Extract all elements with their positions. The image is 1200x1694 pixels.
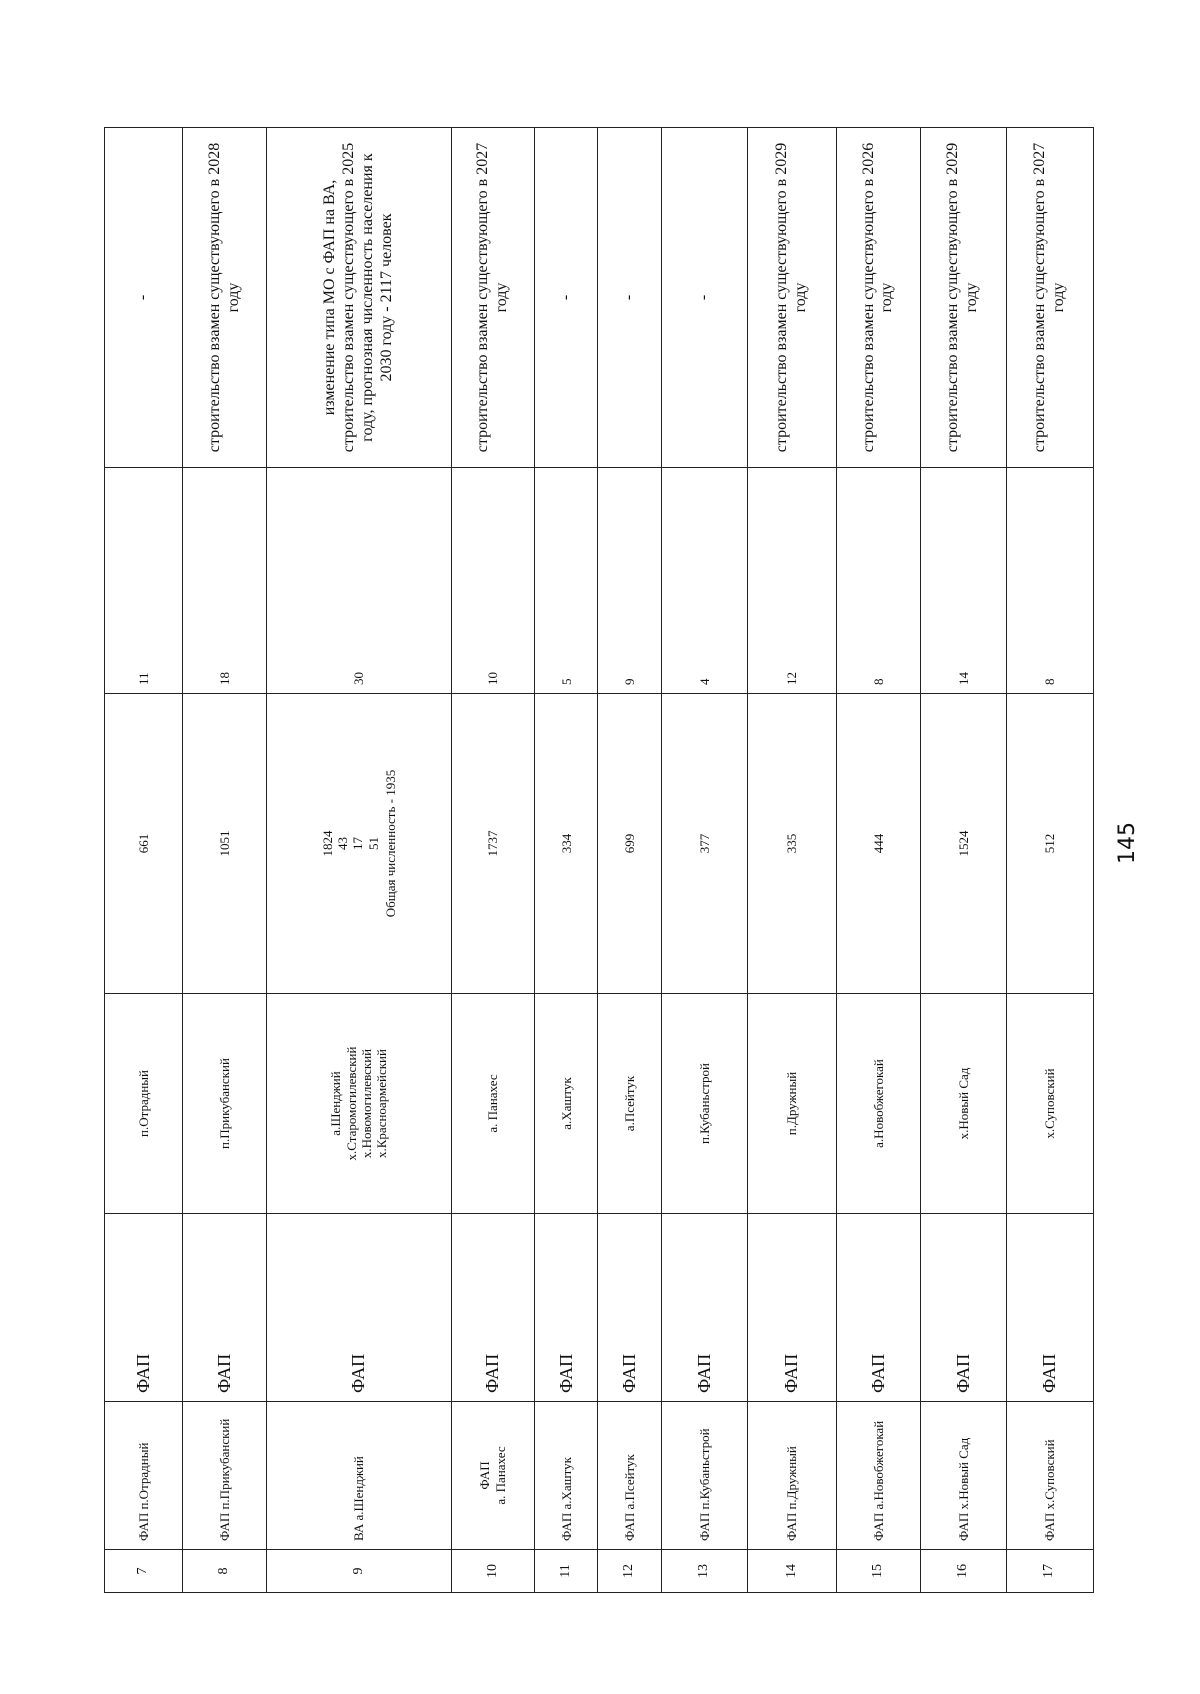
note-cell: строительство взамен существующего в 2028 году xyxy=(183,128,267,468)
population-list xyxy=(622,702,637,985)
row-number-cell: 17 xyxy=(1006,1550,1094,1593)
population-value: 512 xyxy=(1042,833,1058,854)
facility-type-cell: ФАП xyxy=(598,1214,662,1402)
settlements-list xyxy=(784,1002,799,1205)
population-value: 1524 xyxy=(955,830,971,857)
population-list xyxy=(320,702,399,985)
settlements-list xyxy=(136,1002,151,1205)
note-cell: строительство взамен существующего в 2026 году xyxy=(836,128,920,468)
table-row xyxy=(267,128,451,1593)
facility-name-cell: ФАП п.Дружный xyxy=(748,1402,836,1550)
settlements-list xyxy=(559,1002,574,1205)
population-value: 334 xyxy=(558,833,574,854)
settlement-name: х.Суповский xyxy=(1042,1068,1058,1139)
table-row xyxy=(105,128,183,1593)
settlement-name: п.Прикубанский xyxy=(217,1058,233,1149)
settlements-cell xyxy=(921,994,1006,1214)
population-value: 17 xyxy=(350,837,366,850)
note-cell: строительство взамен существующего в 2027 году xyxy=(1006,128,1094,468)
facility-name-cell: ВА а.Шенджий xyxy=(267,1402,451,1550)
settlements-cell xyxy=(661,994,747,1214)
population-list xyxy=(217,702,232,985)
staff-count-cell: 5 xyxy=(534,468,598,694)
settlement-name: а.Шенджий xyxy=(328,1071,344,1136)
table-row xyxy=(451,128,534,1593)
table-row xyxy=(598,128,662,1593)
settlement-name: п.Дружный xyxy=(784,1071,800,1136)
facility-name-cell: ФАП а.Псейтук xyxy=(598,1402,662,1550)
table-row xyxy=(836,128,920,1593)
population-value: 444 xyxy=(870,833,886,854)
facility-type-cell: ФАП xyxy=(267,1214,451,1402)
facility-name-cell: ФАП х.Суповский xyxy=(1006,1402,1094,1550)
facility-type-cell: ФАП xyxy=(451,1214,534,1402)
population-cell xyxy=(748,694,836,994)
table-row xyxy=(183,128,267,1593)
row-number-cell: 10 xyxy=(451,1550,534,1593)
row-number-cell: 14 xyxy=(748,1550,836,1593)
settlements-cell xyxy=(451,994,534,1214)
settlements-cell xyxy=(748,994,836,1214)
row-number-cell: 12 xyxy=(598,1550,662,1593)
staff-count-cell: 9 xyxy=(598,468,662,694)
settlement-name: п.Кубаньстрой xyxy=(696,1062,712,1145)
population-cell xyxy=(836,694,920,994)
population-value: 43 xyxy=(335,837,351,850)
facility-name-cell: ФАП а.Хаштук xyxy=(534,1402,598,1550)
population-list xyxy=(1042,702,1057,985)
staff-count-cell: 30 xyxy=(267,468,451,694)
population-list xyxy=(956,702,971,985)
settlement-name: х.Новый Сад xyxy=(955,1067,971,1140)
facility-type-cell: ФАП xyxy=(183,1214,267,1402)
staff-count-cell: 12 xyxy=(748,468,836,694)
population-list xyxy=(697,702,712,985)
settlements-list xyxy=(622,1002,637,1205)
population-value: 335 xyxy=(784,833,800,854)
population-cell xyxy=(105,694,183,994)
facility-name-text: ФАП а. Панахес xyxy=(477,1446,508,1505)
population-value: 699 xyxy=(622,833,638,854)
settlements-cell xyxy=(105,994,183,1214)
note-cell: - xyxy=(534,128,598,468)
population-value: 377 xyxy=(696,833,712,854)
settlements-list xyxy=(328,1002,389,1205)
page-number: 145 xyxy=(1115,822,1140,864)
row-number-cell: 9 xyxy=(267,1550,451,1593)
settlement-name: а. Панахес xyxy=(485,1074,501,1133)
facility-name-cell: ФАП п.Отрадный xyxy=(105,1402,183,1550)
population-value: Общая численность - 1935 xyxy=(383,769,399,918)
table-body xyxy=(105,128,1094,1593)
population-list xyxy=(559,702,574,985)
table-row xyxy=(661,128,747,1593)
population-cell xyxy=(598,694,662,994)
facility-type-cell: ФАП xyxy=(748,1214,836,1402)
settlements-cell xyxy=(1006,994,1094,1214)
staff-count-cell: 4 xyxy=(661,468,747,694)
population-cell xyxy=(267,694,451,994)
note-cell: - xyxy=(105,128,183,468)
settlement-name: а.Новобжегокай xyxy=(870,1059,886,1148)
note-cell: изменение типа МО с ФАП на ВА, строительство взамен существующего в 2025 году, прогнозная численность населения к 2030 году - 2117 человек xyxy=(267,128,451,468)
population-value: 1824 xyxy=(319,830,335,857)
settlement-name: х.Старомогилевский xyxy=(343,1046,359,1161)
population-cell xyxy=(183,694,267,994)
settlement-name: х.Красноармейский xyxy=(374,1049,390,1158)
population-value: 51 xyxy=(365,837,381,850)
settlements-list xyxy=(1042,1002,1057,1205)
facility-name-cell: ФАП п.Кубаньстрой xyxy=(661,1402,747,1550)
facility-type-cell: ФАП xyxy=(836,1214,920,1402)
settlements-list xyxy=(697,1002,712,1205)
facility-type-cell: ФАП xyxy=(105,1214,183,1402)
note-cell: - xyxy=(661,128,747,468)
row-number-cell: 8 xyxy=(183,1550,267,1593)
settlements-list xyxy=(871,1002,886,1205)
facility-name-cell xyxy=(451,1402,534,1550)
population-cell xyxy=(534,694,598,994)
note-cell: строительство взамен существующего в 2027 году xyxy=(451,128,534,468)
staff-count-cell: 8 xyxy=(1006,468,1094,694)
population-list xyxy=(136,702,151,985)
note-cell: строительство взамен существующего в 2029 году xyxy=(921,128,1006,468)
staff-count-cell: 10 xyxy=(451,468,534,694)
rotated-page-content xyxy=(104,128,1094,1593)
staff-count-cell: 8 xyxy=(836,468,920,694)
facility-type-cell: ФАП xyxy=(534,1214,598,1402)
note-cell: - xyxy=(598,128,662,468)
table-row xyxy=(921,128,1006,1593)
table-row xyxy=(748,128,836,1593)
population-value: 1051 xyxy=(217,830,233,857)
population-cell xyxy=(1006,694,1094,994)
row-number-cell: 7 xyxy=(105,1550,183,1593)
settlements-list xyxy=(217,1002,232,1205)
population-value: 1737 xyxy=(485,830,501,857)
population-cell xyxy=(451,694,534,994)
settlement-name: х.Новомогилевский xyxy=(359,1048,375,1159)
facility-type-cell: ФАП xyxy=(661,1214,747,1402)
settlements-cell xyxy=(598,994,662,1214)
settlements-cell xyxy=(183,994,267,1214)
settlement-name: п.Отрадный xyxy=(135,1070,151,1137)
facility-name-cell: ФАП а.Новобжегокай xyxy=(836,1402,920,1550)
facility-type-cell: ФАП xyxy=(921,1214,1006,1402)
table-row xyxy=(534,128,598,1593)
table-row xyxy=(1006,128,1094,1593)
facility-type-cell: ФАП xyxy=(1006,1214,1094,1402)
staff-count-cell: 11 xyxy=(105,468,183,694)
note-cell: строительство взамен существующего в 2029 году xyxy=(748,128,836,468)
row-number-cell: 13 xyxy=(661,1550,747,1593)
population-cell xyxy=(661,694,747,994)
row-number-cell: 11 xyxy=(534,1550,598,1593)
population-value: 661 xyxy=(135,833,151,854)
population-list xyxy=(871,702,886,985)
medical-facilities-table xyxy=(104,127,1094,1593)
population-list xyxy=(784,702,799,985)
settlements-list xyxy=(956,1002,971,1205)
facility-name-cell: ФАП п.Прикубанский xyxy=(183,1402,267,1550)
settlements-cell xyxy=(534,994,598,1214)
facility-name-cell: ФАП х.Новый Сад xyxy=(921,1402,1006,1550)
settlements-cell xyxy=(836,994,920,1214)
population-cell xyxy=(921,694,1006,994)
population-list xyxy=(485,702,500,985)
row-number-cell: 15 xyxy=(836,1550,920,1593)
row-number-cell: 16 xyxy=(921,1550,1006,1593)
settlements-list xyxy=(485,1002,500,1205)
settlement-name: а.Псейтук xyxy=(622,1075,638,1132)
staff-count-cell: 18 xyxy=(183,468,267,694)
staff-count-cell: 14 xyxy=(921,468,1006,694)
settlements-cell xyxy=(267,994,451,1214)
settlement-name: а.Хаштук xyxy=(558,1077,574,1130)
